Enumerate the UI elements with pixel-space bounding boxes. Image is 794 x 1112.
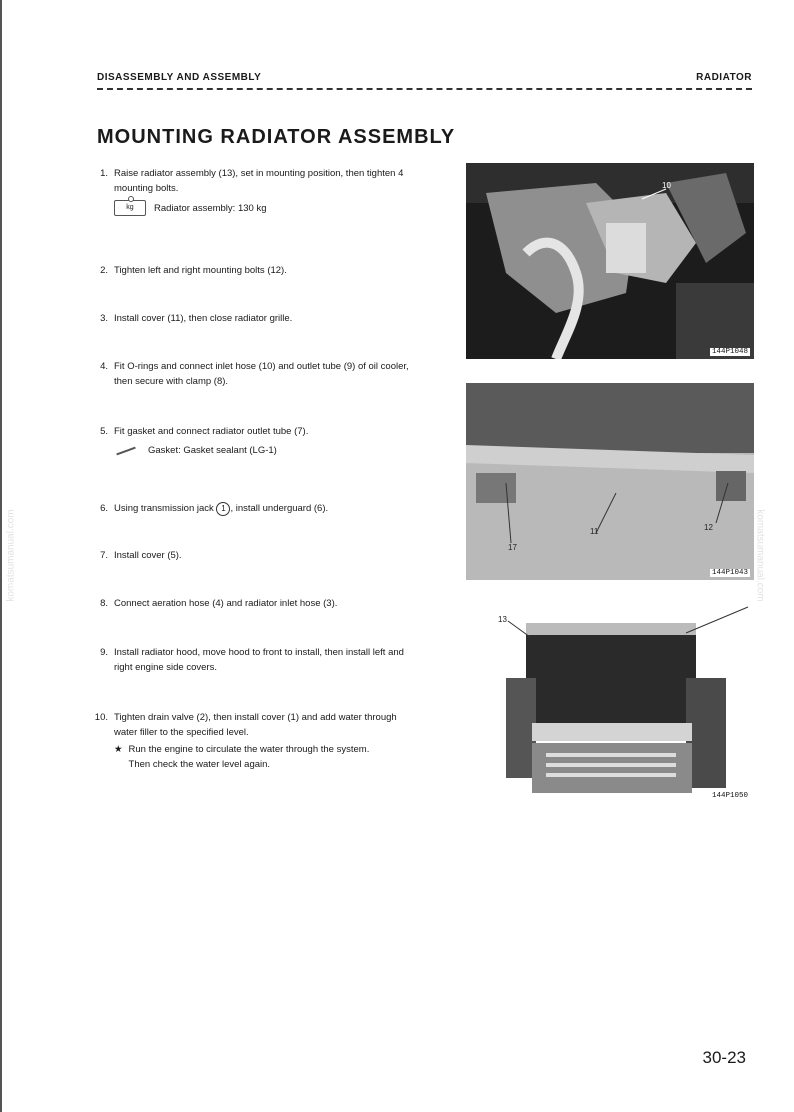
weight-note	[114, 200, 412, 216]
step-text: Install radiator hood, move hood to front to install, then install left and right engine side covers.	[114, 647, 404, 673]
page-number: 30-23	[702, 1048, 746, 1067]
step-number: 6.	[100, 503, 108, 514]
step-1	[92, 166, 412, 216]
sealant-note	[114, 443, 412, 458]
step-text: Connect aeration hose (4) and radiator inlet hose (3).	[114, 598, 338, 609]
step-4	[92, 359, 412, 389]
step-number: 3.	[100, 313, 108, 324]
step-text: Using transmission jack 1 , install underguard (6).	[114, 503, 329, 514]
step-number: 1.	[100, 168, 108, 179]
photo-oil-cooler-hose	[466, 163, 754, 359]
photo-id: 144P1043	[711, 569, 748, 577]
watermark-right: komatsumanual.com	[754, 509, 766, 602]
step-9	[92, 645, 412, 675]
caution-text-2: Then check the water level again.	[128, 759, 271, 770]
step-text: Fit gasket and connect radiator outlet tube (7).	[114, 426, 309, 437]
caution-text: Run the engine to circulate the water through the system.	[128, 744, 370, 755]
sealant-icon	[114, 446, 140, 456]
step-number: 5.	[100, 426, 108, 437]
step-number: 10.	[94, 712, 108, 723]
step-text: Fit O-rings and connect inlet hose (10) and outlet tube (9) of oil cooler, then secure with clamp (8).	[114, 361, 409, 387]
caution-note	[114, 742, 412, 772]
photo-id: 144P1048	[711, 348, 748, 356]
step-text: Tighten left and right mounting bolts (12).	[114, 265, 287, 276]
step-5	[92, 424, 412, 458]
weight-note-text: Radiator assembly: 130 kg	[154, 202, 267, 214]
photo-id: 144P1050	[711, 792, 748, 800]
header-topic: RADIATOR	[696, 72, 752, 83]
step-7	[92, 548, 412, 563]
weight-kg-icon: kg	[114, 200, 146, 216]
step-number: 4.	[100, 361, 108, 372]
watermark-left: komatsumanual.com	[5, 509, 17, 602]
sealant-note-text: Gasket: Gasket sealant (LG-1)	[148, 445, 277, 456]
header-divider	[97, 88, 752, 90]
circled-tool-number: 1	[216, 502, 230, 516]
page-edge-line	[0, 0, 2, 1112]
step-number: 9.	[100, 647, 108, 658]
header-section: DISASSEMBLY AND ASSEMBLY	[97, 72, 262, 83]
step-2	[92, 263, 412, 278]
step-8	[92, 596, 412, 611]
step-6	[92, 501, 412, 516]
step-number: 2.	[100, 265, 108, 276]
photo-radiator-front	[486, 603, 754, 803]
callout-label: 11	[590, 527, 599, 536]
callout-label: 13	[498, 615, 507, 624]
step-number: 7.	[100, 550, 108, 561]
callout-label: 10	[662, 181, 671, 190]
photo-underguard	[466, 383, 754, 580]
step-text: Install cover (11), then close radiator grille.	[114, 313, 293, 324]
step-text: Tighten drain valve (2), then install cover (1) and add water through water filler to the specified level.	[114, 712, 397, 738]
step-text: Install cover (5).	[114, 550, 182, 561]
step-number: 8.	[100, 598, 108, 609]
step-text: Raise radiator assembly (13), set in mounting position, then tighten 4 mounting bolts.	[114, 168, 404, 194]
step-10	[92, 710, 412, 772]
page-title: MOUNTING RADIATOR ASSEMBLY	[97, 126, 456, 148]
callout-label: 17	[508, 543, 517, 552]
star-icon: ★	[114, 744, 123, 755]
step-3	[92, 311, 412, 326]
callout-label: 12	[704, 523, 713, 532]
